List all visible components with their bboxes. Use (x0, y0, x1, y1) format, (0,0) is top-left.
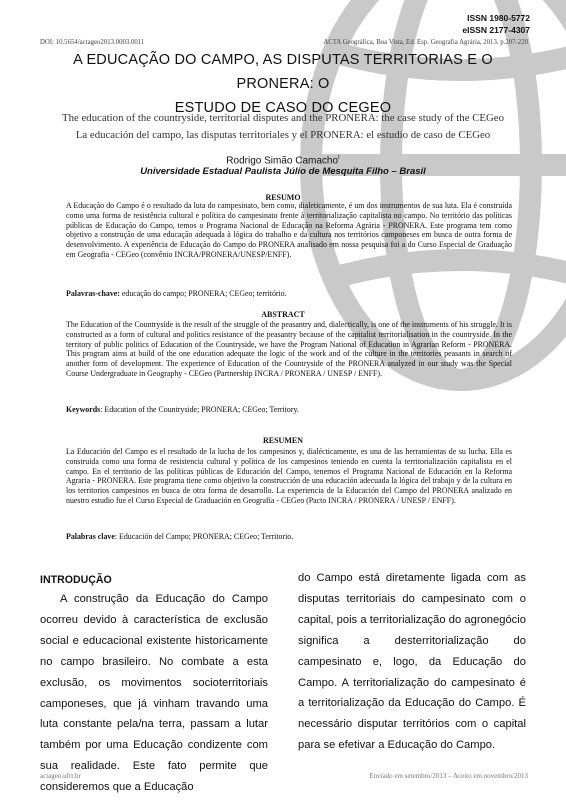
abstract-keywords: Keywords: Education of the Countryside; PRONERA; CEGeo; Territory. (66, 405, 299, 414)
resumen-keywords: Palabras clave: Educación del Campo; PRONERA; CEGeo; Territorio. (66, 532, 294, 541)
resumo-heading: RESUMO (265, 193, 301, 202)
issn: ISSN 1980-5772 (467, 13, 530, 23)
doi-link[interactable]: DOI: 10.5654/actageo2013.0003.0011 (40, 39, 145, 46)
intro-left-column: A construção da Educação do Campo ocorreu devido à característica de exclusão social e educacional existente historicamente no campo brasileiro. No combate a esta exclusão, os movimentos socioterritoriais camponeses, que já vinham travando uma luta constante pela/na terra, passam a lutar também por uma Educação condizente com sua realidade. Este fato permite que consideremos que a Educação (40, 593, 268, 794)
resumo-text: A Educação do Campo é o resultado da luta do campesinato, bem como, dialeticamente, é um dos instrumentos de sua luta. Ela é construída como uma forma de resistência cultural e política do campesinato frente à territorialização capitalista no campo. No território das políticas públicas de Educação do Campo, temos o Programa Nacional de Educação na Reforma Agrária - PRONERA. Este programa tem como objetivo a construção de uma educação adequada à lógica do trabalho e da cultura nos territórios camponeses em busca de outra forma de desenvolvimento. A experiência de Educação do Campo do PRONERA analisado em nossa pesquisa foi a do Curso Especial de Graduação em Geografia - CEGeo (convênio INCRA/PRONERA/UNESP/ENFF). (66, 201, 512, 259)
title-spanish: La educación del campo, las disputas territoriales y el PRONERA: el estudio de caso de CEGeo (75, 129, 491, 141)
title-line-1: A EDUCAÇÃO DO CAMPO, AS DISPUTAS TERRITORIAS E O PRONERA: O (73, 52, 493, 92)
journal-citation: ACTA Geográfica, Boa Vista, Ed. Esp. Geografia Agrária, 2013. p.207-220 (323, 39, 528, 46)
footer-dates: Enviado em setembro/2013 – Aceito em novembro/2013 (369, 772, 528, 780)
resumen-text: La Educación del Campo es el resultado de la lucha de los campesinos y, dialécticamente, es una de las herramientas de su lucha. Ella es construida como una forma de resistencia cultural y política de los campesinos teniendo en cuenta la territorialización capitalista en el campo. En el territorio de las políticas públicas de Educación del Campo, tenemos el Programa Nacional de Educación en la Reforma Agraria - PRONERA. Este programa tiene como objetivo la construcción de una educación adecuada la lógica del trabajo y de la cultura en los territorios campesinos en busca de otra forma de desarrollo. La experiencia de la Educación del Campo del PRONERA analizado en nuestro estudio fue el Curso Especial de Graduación en Geografía - CEGeo (Pacto INCRA / PRONERA / UNESP / ENFF). (66, 447, 512, 505)
resumen-heading: RESUMEN (262, 436, 303, 445)
title-line-2: ESTUDO DE CASO DO CEGEO (174, 100, 392, 116)
article-title (40, 48, 526, 120)
resumo-keywords: Palavras-chave: educação do campo; PRONERA; CEGeo; território. (66, 289, 287, 298)
footer-website[interactable]: actageo.ufrr.br (40, 772, 81, 780)
abstract-heading: ABSTRACT (261, 310, 305, 319)
introduction-heading: INTRODUÇÃO (40, 574, 112, 586)
author-name: Rodrigo Simão Camacho$^I$ (226, 155, 340, 167)
author-affiliation: Universidade Estadual Paulista Júlio de Mesquita Filho – Brasil (140, 166, 426, 177)
eissn: eISSN 2177-4307 (462, 25, 530, 35)
title-english: The education of the countryside, territorial disputes and the PRONERA: the case study of the CEGeo (62, 112, 504, 124)
abstract-text: The Education of the Countryside is the result of the struggle of the peasantry and, dialectically, is one of the instruments of his struggle. It is constructed as a form of cultural and politics resistance of the peasantry because of the capitalist territorialisation in the countryside. In the territory of public politics of Education of the Countryside, we have the Program National of Education in Agrarian Reform - PRONERA. This program aims at build of the one education adequate the logic of the work and of the culture in the territories peasants in search of another form of development. The experience of Education of the Countryside of the PRONERA analyzed in our study was the Special Course Undergraduate in Geography - CEGeo (Partnership INCRA / PRONERA / UNESP / ENFF). (66, 320, 512, 378)
intro-right-column: do Campo está diretamente ligada com as disputas territoriais do campesinato com o capital, pois a territorialização do agronegócio significa a desterritorialização do campesinato e, logo, da Educação do Campo. A territorialização do campesinato é a territorialização da Educação do Campo. É necessário disputar territórios com o capital para se efetivar a Educação do Campo. (298, 572, 526, 752)
